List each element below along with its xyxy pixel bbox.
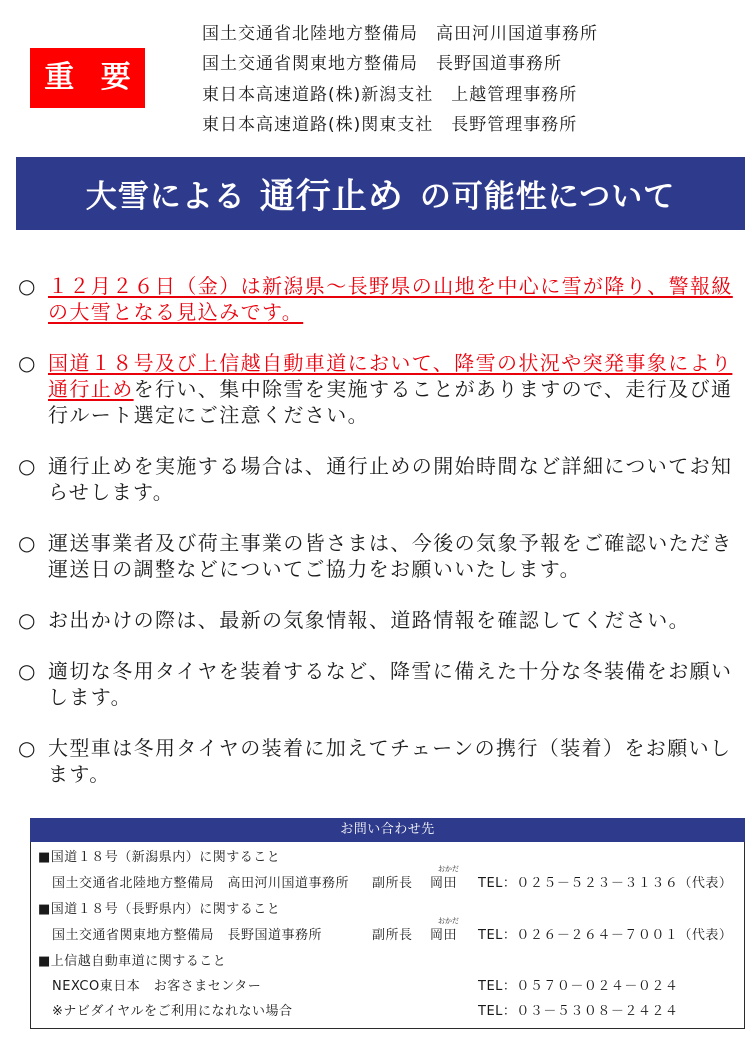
contact-phone: TEL：０５７０－０２４－０２４	[478, 979, 679, 994]
issuer-nexco-niigata: 東日本高速道路(株)新潟支社 上越管理事務所	[202, 84, 578, 105]
contact-office: NEXCO東日本 お客さまセンター	[52, 979, 262, 994]
contact-phone: TEL：０２６－２６４－７００１（代表）	[478, 928, 733, 943]
notice-transport-operators	[0, 530, 756, 582]
notice-line: 運送事業者及び荷主事業の皆さまは、今後の気象予報をご確認いただき	[48, 531, 733, 555]
contact-box	[30, 842, 745, 1029]
notice-line	[0, 299, 756, 325]
notice-line: お出かけの際は、最新の気象情報、道路情報を確認してください。	[48, 608, 690, 632]
notice-snow-forecast	[0, 273, 756, 325]
contact-person-reading: おかだ	[438, 917, 459, 925]
contact-detail-row	[31, 977, 744, 997]
contact-person-name: 岡田	[430, 928, 458, 943]
notice-line: 適切な冬用タイヤを装着するなど、降雪に備えた十分な冬装備をお願い	[48, 659, 733, 683]
contact-person	[430, 917, 459, 946]
issuer-list	[202, 19, 598, 140]
title-part-possibility: の可能性について	[419, 179, 676, 215]
contact-person-reading: おかだ	[438, 865, 459, 873]
contact-detail-row	[31, 865, 744, 894]
contact-office: 国土交通省北陸地方整備局 高田河川国道事務所	[52, 876, 350, 891]
notice-line	[0, 350, 756, 376]
notice-line	[0, 402, 756, 428]
notice-list	[0, 273, 756, 812]
contact-topic-row	[31, 900, 744, 920]
notice-text: 行ルート選定にご注意ください。	[48, 403, 369, 427]
contact-topic: ■上信越自動車道に関すること	[38, 954, 227, 969]
issuer-hokuriku-takada: 国土交通省北陸地方整備局 高田河川国道事務所	[202, 24, 598, 44]
notice-line: ます。	[48, 762, 111, 786]
notice-text: を行い、集中除雪を実施することがありますので、走行及び通	[133, 377, 733, 401]
bullet-circle-icon: ○	[18, 659, 36, 683]
emphasis-text: 国道１８号及び上信越自動車道において、降雪の状況や突発事象により	[48, 351, 733, 375]
contact-topic-row	[31, 952, 744, 972]
notice-line: します。	[48, 685, 132, 709]
bullet-circle-icon: ○	[18, 351, 36, 375]
notice-check-info	[0, 607, 756, 633]
title-banner	[16, 157, 745, 230]
bullet-circle-icon: ○	[18, 736, 36, 760]
emphasis-text: の大雪となる見込みです。	[48, 300, 304, 324]
contact-note: ※ナビダイヤルをご利用になれない場合	[52, 1004, 293, 1019]
contact-detail-row	[31, 917, 744, 946]
contact-office: 国土交通省関東地方整備局 長野国道事務所	[52, 928, 323, 943]
bullet-circle-icon: ○	[18, 608, 36, 632]
notice-line	[0, 273, 756, 299]
issuer-kanto-nagano: 国土交通省関東地方整備局 長野国道事務所	[202, 54, 562, 75]
title-part-heavy-snow: 大雪による	[85, 179, 246, 215]
notice-road-closure	[0, 350, 756, 428]
notice-line	[0, 376, 756, 402]
contact-topic: ■国道１８号（長野県内）に関すること	[38, 902, 281, 917]
important-badge: 重 要	[30, 48, 145, 108]
contact-person	[430, 865, 459, 894]
bullet-circle-icon: ○	[18, 454, 36, 478]
contact-role: 副所長	[372, 928, 413, 943]
emphasis-text: 通行止め	[48, 377, 134, 401]
contact-topic-row	[31, 848, 744, 868]
contact-topic: ■国道１８号（新潟県内）に関すること	[38, 850, 281, 865]
contact-heading: お問い合わせ先	[30, 818, 745, 842]
contact-person-name: 岡田	[430, 876, 458, 891]
title-part-road-closure: 通行止め	[259, 176, 404, 217]
contact-phone: TEL：０３－５３０８－２４２４	[478, 1004, 679, 1019]
notice-line: らせします。	[48, 480, 175, 504]
notice-winter-tires	[0, 658, 756, 710]
bullet-circle-icon: ○	[18, 274, 36, 298]
contact-detail-row	[31, 1002, 744, 1022]
issuer-nexco-kanto: 東日本高速道路(株)関東支社 長野管理事務所	[202, 114, 578, 135]
notice-line: 通行止めを実施する場合は、通行止めの開始時間など詳細についてお知	[48, 454, 733, 478]
bullet-circle-icon: ○	[18, 531, 36, 555]
notice-large-vehicles-chains	[0, 735, 756, 787]
notice-line: 大型車は冬用タイヤの装着に加えてチェーンの携行（装着）をお願いし	[48, 736, 732, 760]
emphasis-text: １２月２６日（金）は新潟県～長野県の山地を中心に雪が降り、警報級	[48, 274, 733, 298]
contact-role: 副所長	[372, 876, 413, 891]
contact-phone: TEL：０２５－５２３－３１３６（代表）	[478, 876, 733, 891]
notice-closure-announcement	[0, 453, 756, 505]
notice-line: 運送日の調整などについてご協力をお願いいたします。	[48, 557, 581, 581]
